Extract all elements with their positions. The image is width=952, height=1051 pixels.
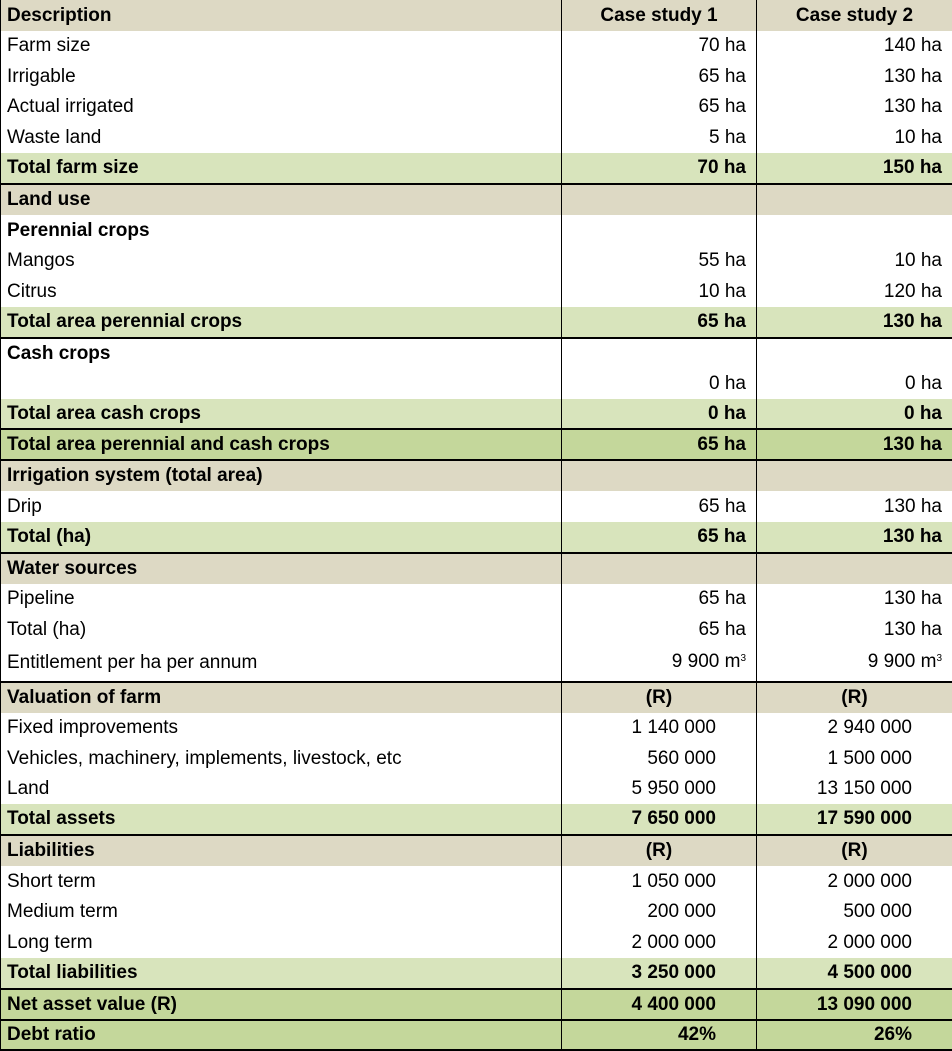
subsection-row [1, 338, 952, 368]
row-value-case1: 7 650 000 [562, 804, 757, 835]
row-value-case1: 10 ha [562, 276, 757, 307]
row-value-case1: 2 000 000 [562, 927, 757, 958]
row-value-case1 [562, 215, 757, 246]
table-row [1, 774, 952, 804]
row-value-case1: 70 ha [562, 31, 757, 61]
row-label: Short term [1, 866, 562, 897]
row-label: Total assets [1, 804, 562, 835]
row-value-case1: 1 140 000 [562, 713, 757, 743]
row-value-case2: 13 150 000 [757, 774, 952, 804]
table-row [1, 584, 952, 614]
section-label: Valuation of farm [1, 682, 562, 713]
table-row [1, 713, 952, 743]
row-value-case1: 1 050 000 [562, 866, 757, 897]
row-label: Pipeline [1, 584, 562, 614]
row-label: Long term [1, 927, 562, 958]
table-row [1, 276, 952, 307]
row-value-case2: 130 ha [757, 584, 952, 614]
row-value-case2: 130 ha [757, 92, 952, 122]
row-value-case2: 4 500 000 [757, 958, 952, 989]
section-label: Water sources [1, 553, 562, 584]
row-label: Land [1, 774, 562, 804]
table-row [1, 31, 952, 61]
row-value-case2 [757, 338, 952, 368]
row-value-case1: 65 ha [562, 61, 757, 92]
row-value-case2 [757, 184, 952, 215]
row-label: Total (ha) [1, 614, 562, 645]
total-row [1, 153, 952, 184]
currency-unit-case1: (R) [562, 682, 757, 713]
table-row [1, 927, 952, 958]
total-row [1, 522, 952, 553]
table-row [1, 897, 952, 927]
subsection-label: Perennial crops [1, 215, 562, 246]
row-label: Total (ha) [1, 522, 562, 553]
row-value-case1: 5 ha [562, 122, 757, 153]
section-label: Liabilities [1, 835, 562, 866]
entitlement-value-case1: 9 900 m [672, 651, 741, 672]
row-label: Total area cash crops [1, 399, 562, 429]
row-value-case2: 140 ha [757, 31, 952, 61]
row-value-case2 [757, 645, 952, 682]
row-value-case1 [562, 184, 757, 215]
table-header-row [1, 0, 952, 31]
row-value-case1: 4 400 000 [562, 989, 757, 1020]
row-label: Fixed improvements [1, 713, 562, 743]
row-value-case1: 65 ha [562, 429, 757, 460]
row-value-case2: 120 ha [757, 276, 952, 307]
currency-unit-case2: (R) [757, 682, 952, 713]
row-value-case2: 130 ha [757, 429, 952, 460]
row-value-case2: 150 ha [757, 153, 952, 184]
total-row [1, 307, 952, 338]
total-row [1, 804, 952, 835]
row-value-case1: 0 ha [562, 399, 757, 429]
currency-unit-case2: (R) [757, 835, 952, 866]
header-case-study-1: Case study 1 [562, 0, 757, 31]
net-asset-value-row [1, 989, 952, 1020]
row-value-case2: 10 ha [757, 246, 952, 276]
row-value-case2: 13 090 000 [757, 989, 952, 1020]
row-value-case1: 200 000 [562, 897, 757, 927]
table-row [1, 491, 952, 522]
row-label: Total area perennial and cash crops [1, 429, 562, 460]
row-value-case1: 65 ha [562, 614, 757, 645]
row-label: Drip [1, 491, 562, 522]
row-value-case1: 55 ha [562, 246, 757, 276]
section-header-row [1, 835, 952, 866]
row-value-case2: 130 ha [757, 491, 952, 522]
unit-exponent: 3 [740, 653, 746, 664]
row-label: Medium term [1, 897, 562, 927]
row-value-case2: 2 940 000 [757, 713, 952, 743]
row-value-case1 [562, 553, 757, 584]
row-value-case1 [562, 645, 757, 682]
row-value-case2 [757, 460, 952, 491]
subsection-row [1, 215, 952, 246]
row-value-case2: 130 ha [757, 307, 952, 338]
row-label: Farm size [1, 31, 562, 61]
currency-unit-case1: (R) [562, 835, 757, 866]
row-value-case1 [562, 460, 757, 491]
row-label: Waste land [1, 122, 562, 153]
row-value-case1: 65 ha [562, 307, 757, 338]
row-label: Total area perennial crops [1, 307, 562, 338]
row-value-case2: 0 ha [757, 368, 952, 399]
row-value-case2: 130 ha [757, 614, 952, 645]
row-label: Vehicles, machinery, implements, livestock, etc [1, 743, 562, 774]
row-label: Actual irrigated [1, 92, 562, 122]
row-label: Mangos [1, 246, 562, 276]
row-value-case2: 26% [757, 1020, 952, 1050]
grand-total-row [1, 429, 952, 460]
entitlement-value-case2: 9 900 m [868, 651, 937, 672]
row-value-case1: 65 ha [562, 584, 757, 614]
table-row [1, 368, 952, 399]
row-value-case2: 500 000 [757, 897, 952, 927]
section-label: Irrigation system (total area) [1, 460, 562, 491]
section-header-row [1, 184, 952, 215]
total-row [1, 399, 952, 429]
row-label: Total liabilities [1, 958, 562, 989]
table-row [1, 61, 952, 92]
row-value-case2 [757, 553, 952, 584]
table-row [1, 122, 952, 153]
row-label: Irrigable [1, 61, 562, 92]
row-value-case1: 0 ha [562, 368, 757, 399]
row-label: Total farm size [1, 153, 562, 184]
section-header-row [1, 460, 952, 491]
row-value-case2: 2 000 000 [757, 866, 952, 897]
row-value-case1: 65 ha [562, 92, 757, 122]
row-label: Citrus [1, 276, 562, 307]
row-value-case2: 130 ha [757, 61, 952, 92]
section-header-row [1, 553, 952, 584]
subsection-label: Cash crops [1, 338, 562, 368]
row-value-case1: 560 000 [562, 743, 757, 774]
table-row [1, 866, 952, 897]
table-row [1, 92, 952, 122]
row-value-case1: 70 ha [562, 153, 757, 184]
row-value-case1: 3 250 000 [562, 958, 757, 989]
row-value-case2: 2 000 000 [757, 927, 952, 958]
debt-ratio-row [1, 1020, 952, 1050]
header-case-study-2: Case study 2 [757, 0, 952, 31]
row-value-case1 [562, 338, 757, 368]
row-value-case2: 10 ha [757, 122, 952, 153]
table-row [1, 743, 952, 774]
row-value-case1: 65 ha [562, 491, 757, 522]
row-value-case2: 0 ha [757, 399, 952, 429]
unit-exponent: 3 [936, 653, 942, 664]
table-row [1, 645, 952, 682]
row-value-case2 [757, 215, 952, 246]
table-row [1, 614, 952, 645]
row-label [1, 368, 562, 399]
row-label: Debt ratio [1, 1020, 562, 1050]
row-value-case2: 1 500 000 [757, 743, 952, 774]
section-header-row [1, 682, 952, 713]
row-value-case1: 5 950 000 [562, 774, 757, 804]
section-label: Land use [1, 184, 562, 215]
row-value-case2: 17 590 000 [757, 804, 952, 835]
row-value-case1: 65 ha [562, 522, 757, 553]
row-value-case2: 130 ha [757, 522, 952, 553]
row-value-case1: 42% [562, 1020, 757, 1050]
row-label: Entitlement per ha per annum [1, 645, 562, 682]
table-row [1, 246, 952, 276]
total-row [1, 958, 952, 989]
row-label: Net asset value (R) [1, 989, 562, 1020]
header-description: Description [1, 0, 562, 31]
